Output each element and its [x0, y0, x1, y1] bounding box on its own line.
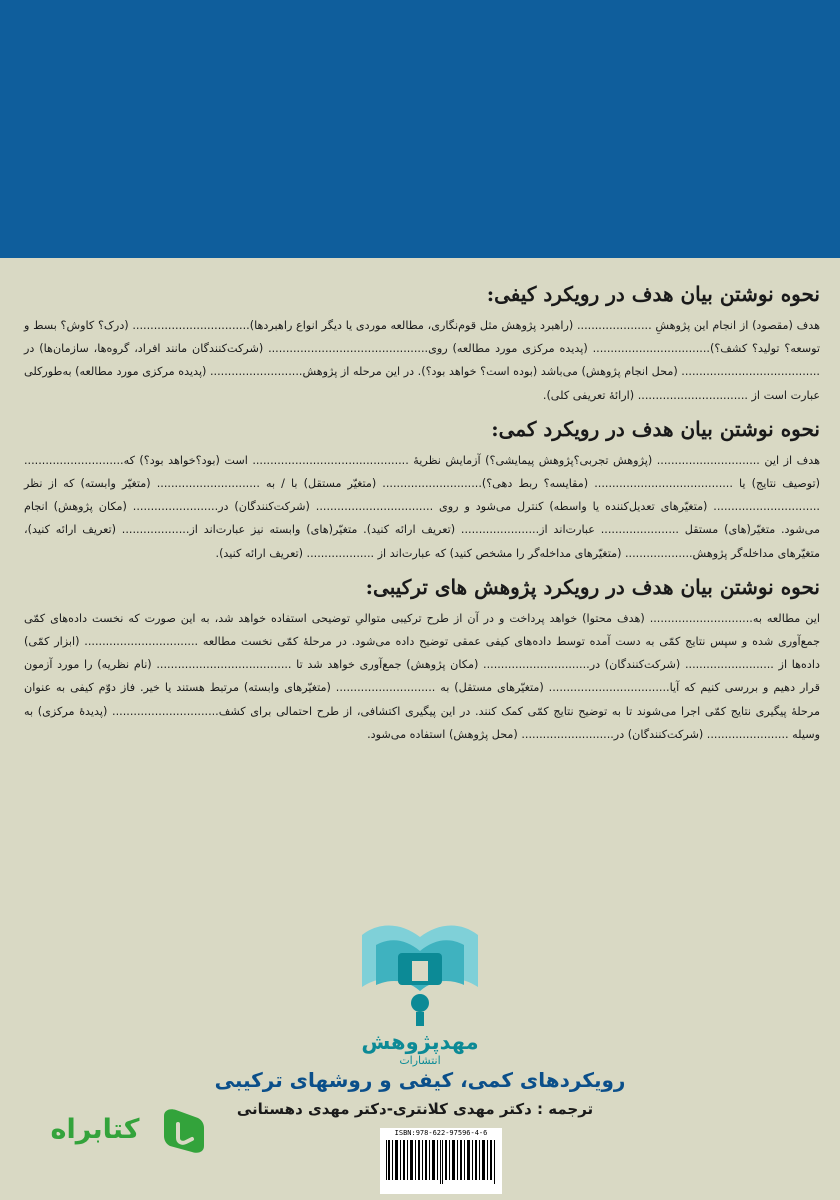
translators-line: ترجمه : دکتر مهدی کلانتری-دکتر مهدی دهستانی: [236, 1100, 594, 1118]
brand-name: کتابراه: [50, 1114, 140, 1145]
publisher-name-block: [340, 1030, 500, 1068]
section-paragraph: این مطالعه به............................. (هدف محتوا) خواهد پرداخت و در آن از طرح ترکیبی متوالیِ توضیحی استفاده خواهد شد، به این صورت که نخست داده‌های کمّی جمع‌آوری شده و سپس نتایج کمّی به دست آمده توسط داده‌های کیفی عمقی توضیح داده می‌شود. در مرحلهٔ کمّی نخست مطالعه ................................ (ابزار کمّی) داده‌ها از ......................... (شرکت‌کنندگان) در.............................. (مکان پژوهش) جمع‌آوری خواهد شد تا ...................................... (نام نظریه) را مورد آزمون قرار دهیم و بررسی کنیم که آیا.................................. (متغیّرهای مستقل) به ............................ (متغیّرهای وابسته) مرتبط هستند یا خیر. فاز دوّم کیفی به عنوان مرحلهٔ پیگیری نتایج کمّی اجرا می‌شوند تا به توضیح نتایج کمّی کمک کنند. در این پیگیری اکتشافی، از طرح احتمالی برای کشف.............................. (پدیدهٔ مرکزی) به وسیله ....................... (شرکت‌کنندگان) در.......................... (محل پژوهش) استفاده می‌شود.: [24, 611, 820, 741]
section-heading: نحوه نوشتن بیان هدف در رویکرد کیفی:: [486, 282, 820, 306]
section-heading: نحوه نوشتن بیان هدف در رویکرد کمی:: [491, 416, 820, 441]
ketabrah-watermark: [40, 1100, 210, 1160]
cover-top-band: [0, 0, 840, 258]
section-heading: نحوه نوشتن بیان هدف در رویکرد پژوهش های ترکیبی:: [365, 574, 820, 599]
section-qualitative: [24, 278, 820, 407]
publisher-name: مهدپژوهش: [361, 1030, 479, 1054]
back-cover-text: [24, 278, 820, 752]
barcode: [380, 1128, 502, 1194]
section-quantitative: [24, 413, 820, 565]
ketabrah-logo-icon: [156, 1106, 206, 1154]
book-logo-icon: [340, 915, 500, 1035]
section-paragraph: هدف (مقصود) از انجام این پژوهشِ ..................... (راهبرد پژوهش مثل قوم‌نگاری، مطالعه موردی یا دیگر انواع راهبردها)................................. (درک؟ کاوش؟ بسط و توسعه؟ تولید؟ کشف؟)................................. (پدیده مرکزی مورد مطالعه) روی............................................. (شرکت‌کنندگان مانند افراد، گروه‌ها، سازمان‌ها) در ....................................... (محل انجام پژوهش) می‌باشد (بوده است؟ خواهد بود؟). در این مرحله از پژوهش.......................... (پدیده مرکزی مورد مطالعه) به‌طورکلی عبارت است از ............................... (ارائهٔ تعریفی کلی).: [24, 319, 820, 402]
section-mixed-methods: [24, 571, 820, 746]
isbn-text: ISBN:978-622-97596-4-6: [394, 1129, 488, 1137]
barcode-bars-icon: [384, 1140, 498, 1188]
section-paragraph: هدف از این ............................. (پژوهش تجربی؟پژوهش پیمایشی؟) آزمایش نظریهٔ ............................................ است (بود؟خواهد بود؟) که............................ (توصیف نتایج) یا ....................................... (مقایسه؟ ربط دهی؟)............................ (متغیّر مستقل) با / به ............................. (متغیّر وابسته) که از نظر .............................. (متغیّرهای تعدیل‌کننده یا واسطه) کنترل می‌شود و روی ................................. (شرکت‌کنندگان) در........................ (مکان پژوهش) انجام می‌شود. متغیّر(های) مستقل ...................... عبارت‌اند از...................... (تعریف ارائه کنید). متغیّر(های) وابسته نیز عبارت‌اند از................... (تعریف ارائه کنید)، متغیّرهای مداخله‌گر پژوهش................... (متغیّرهای مداخله‌گر را مشخص کنید) که عبارت‌اند از ................... (تعریف ارائه کنید).: [24, 453, 820, 560]
publisher-subtitle: انتشارات: [399, 1054, 441, 1067]
book-title: رویکردهای کمی، کیفی و روشهای ترکیبی: [214, 1068, 626, 1092]
